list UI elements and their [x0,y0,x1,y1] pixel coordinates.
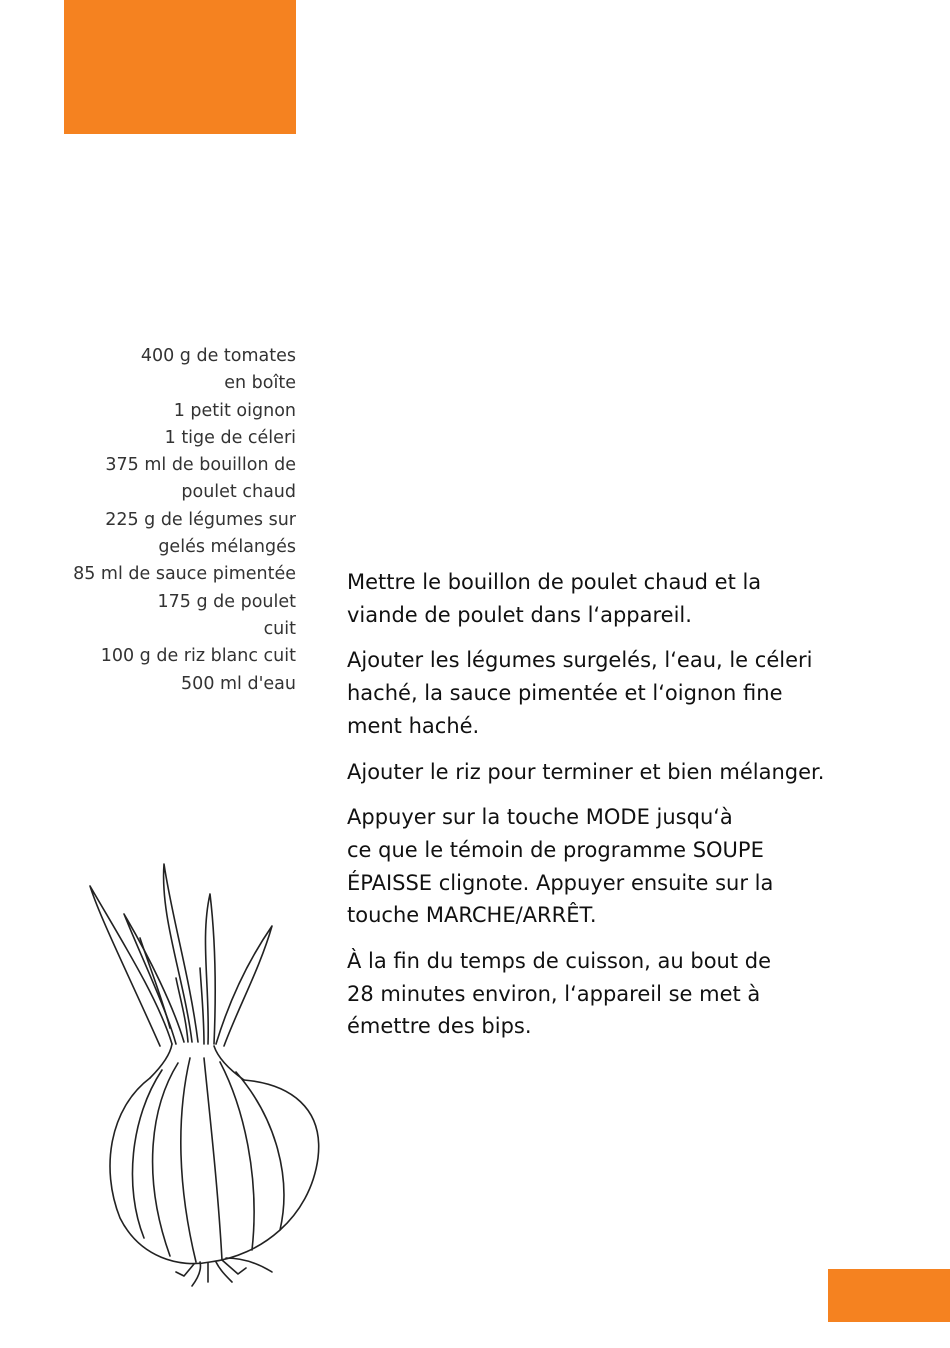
step-line: ment haché. [347,713,480,738]
step-paragraph-5 [347,945,847,1043]
ingredient-line: 1 tige de céleri [164,427,296,448]
ingredient-line: 225 g de légumes sur [105,509,296,530]
ingredient-line: 85 ml de sauce pimentée [73,564,296,585]
ingredient-line: 500 ml d'eau [181,673,296,694]
instructions [347,566,847,1056]
step-line: haché, la sauce pimentée et l‘oignon fine [347,681,783,706]
step-line: émettre des bips. [347,1014,532,1039]
step-line: 28 minutes environ, l‘appareil se met à [347,981,761,1006]
step-line: Ajouter les légumes surgelés, l‘eau, le céleri [347,648,813,673]
ingredients-list [40,343,296,698]
step-line: ce que le témoin de programme SOUPE [347,837,764,862]
ingredient-line: cuit [263,618,296,639]
accent-block-bottom [828,1269,950,1322]
step-line: À la fin du temps de cuisson, au bout de [347,949,772,974]
onion-illustration-icon [80,858,330,1293]
ingredient-line: 375 ml de bouillon de [105,455,296,476]
step-paragraph-3 [347,756,847,789]
step-line: Mettre le bouillon de poulet chaud et la [347,570,762,594]
ingredient-line: 400 g de tomates [140,346,296,366]
step-paragraph-4 [347,801,847,932]
accent-block-top [64,0,296,134]
step-paragraph-1 [347,566,847,631]
step-line: viande de poulet dans l‘appareil. [347,602,692,627]
ingredient-line: 175 g de poulet [157,591,296,612]
step-line: Appuyer sur la touche MODE jusqu‘à [347,805,733,830]
step-paragraph-2 [347,644,847,742]
step-line: Ajouter le riz pour terminer et bien mélanger. [347,759,825,784]
ingredient-line: en boîte [224,373,296,394]
step-line: touche MARCHE/ARRÊT. [347,903,597,928]
ingredient-line: 100 g de riz blanc cuit [100,646,296,667]
ingredient-line: poulet chaud [181,482,296,503]
ingredient-line: gelés mélangés [158,537,296,558]
ingredient-line: 1 petit oignon [173,400,296,421]
step-line: ÉPAISSE clignote. Appuyer ensuite sur la [347,870,774,895]
